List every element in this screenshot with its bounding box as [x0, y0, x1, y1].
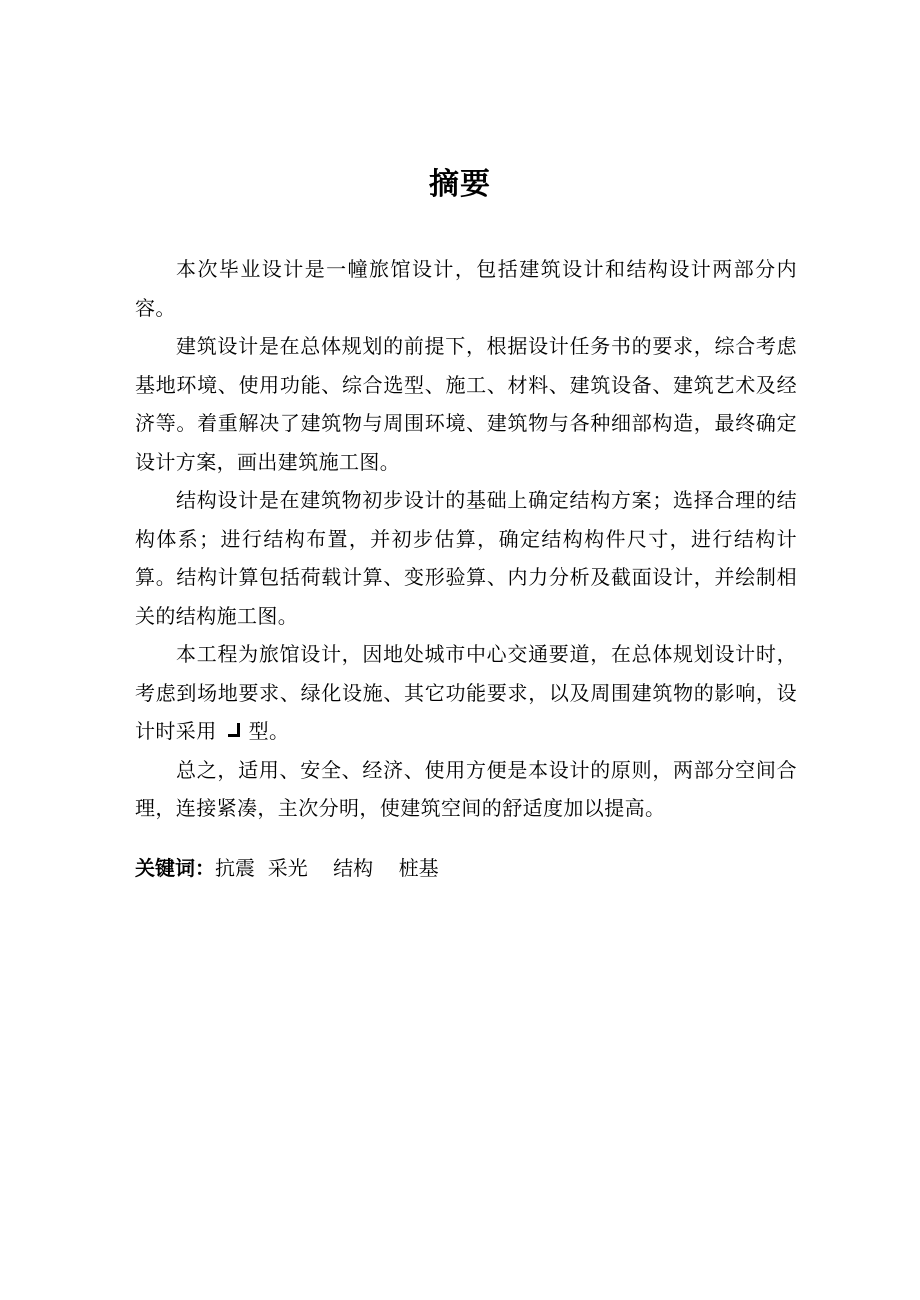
paragraph-project-suffix: 型。	[248, 719, 290, 743]
paragraph-architecture: 建筑设计是在总体规划的前提下，根据设计任务书的要求，综合考虑基地环境、使用功能、综合选型、施工、材料、建筑设备、建筑艺术及经济等。着重解决了建筑物与周围环境、建筑物与各种细部构造，最终确定设计方案，画出建筑施工图。	[135, 334, 797, 474]
paragraph-intro: 本次毕业设计是一幢旅馆设计，包括建筑设计和结构设计两部分内容。	[135, 257, 797, 320]
keyword-item: 结构	[333, 856, 374, 880]
paragraph-structure: 结构设计是在建筑物初步设计的基础上确定结构方案；选择合理的结构体系；进行结构布置，并初步估算，确定结构构件尺寸，进行结构计算。结构计算包括荷载计算、变形验算、内力分析及截面设计，并绘制相关的结构施工图。	[135, 488, 797, 628]
abstract-title: 摘要	[429, 167, 491, 202]
keywords-line	[135, 853, 439, 883]
keyword-item: 抗震	[215, 856, 255, 880]
abstract-body	[135, 250, 797, 828]
paragraph-project-text: 本工程为旅馆设计，因地处城市中心交通要道，在总体规划设计时，考虑到场地要求、绿化设施、其它功能要求，以及周围建筑物的影响，设计时采用	[135, 642, 797, 743]
keyword-item: 采光	[267, 856, 308, 880]
keywords-label: 关键词：	[135, 856, 215, 880]
l-shape-icon	[219, 720, 245, 740]
paragraph-summary: 总之，适用、安全、经济、使用方便是本设计的原则，两部分空间合理，连接紧凑，主次分明，使建筑空间的舒适度加以提高。	[135, 757, 797, 820]
keyword-item: 桩基	[398, 856, 439, 880]
paragraph-project	[135, 635, 797, 751]
